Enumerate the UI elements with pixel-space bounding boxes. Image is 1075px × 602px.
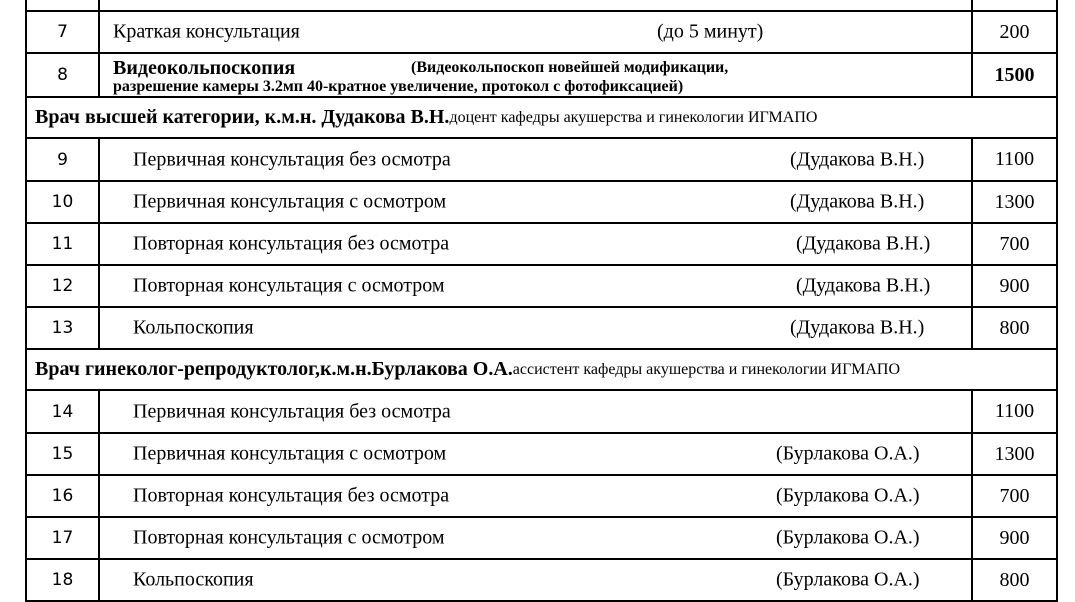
service-name: Повторная консультация с осмотром bbox=[133, 526, 445, 549]
table-row bbox=[25, 518, 1058, 560]
table-row bbox=[25, 266, 1058, 308]
row-price: 800 bbox=[999, 568, 1030, 591]
row-price: 900 bbox=[999, 526, 1030, 549]
service-note: (Видеокольпоскоп новейшей модификации, bbox=[411, 59, 729, 76]
service-name: Повторная консультация без осмотра bbox=[133, 232, 450, 255]
row-description bbox=[100, 434, 973, 474]
row-description bbox=[100, 518, 973, 558]
doctor-name: (Дудакова В.Н.) bbox=[796, 232, 931, 255]
service-name: Первичная консультация без осмотра bbox=[133, 400, 451, 422]
table-row bbox=[25, 308, 1058, 350]
row-description bbox=[100, 391, 973, 432]
service-name: Кольпоскопия bbox=[133, 316, 254, 339]
service-name: Видеокольпоскопия bbox=[113, 57, 296, 79]
service-name: Повторная консультация с осмотром bbox=[133, 274, 445, 297]
row-number: 15 bbox=[27, 434, 100, 474]
table-row bbox=[25, 182, 1058, 224]
row-price: 1500 bbox=[994, 63, 1035, 86]
row-description bbox=[100, 12, 973, 52]
row-number: 9 bbox=[27, 139, 100, 180]
row-description bbox=[100, 0, 973, 10]
row-number: 14 bbox=[27, 391, 100, 432]
table-row bbox=[25, 434, 1058, 476]
row-number: 7 bbox=[27, 12, 100, 52]
row-number: 10 bbox=[27, 182, 100, 222]
row-number: 18 bbox=[27, 560, 100, 600]
row-price bbox=[973, 0, 1056, 10]
service-name: Повторная консультация без осмотра bbox=[133, 484, 450, 507]
row-price: 200 bbox=[999, 20, 1030, 43]
doctor-name: (Дудакова В.Н.) bbox=[790, 190, 925, 213]
table-row bbox=[25, 12, 1058, 54]
row-price: 800 bbox=[999, 316, 1030, 339]
row-number: 11 bbox=[27, 224, 100, 264]
row-description bbox=[100, 308, 973, 348]
row-number: 8 bbox=[27, 54, 100, 96]
row-description bbox=[100, 266, 973, 306]
row-number: 16 bbox=[27, 476, 100, 516]
section-subtitle: доцент кафедры акушерства и гинекологии ИГМАПО bbox=[449, 108, 818, 126]
service-note: разрешение камеры 3.2мп 40-кратное увеличение, протокол с фотофиксацией) bbox=[113, 78, 684, 95]
table-row bbox=[25, 560, 1058, 602]
doctor-name: (Дудакова В.Н.) bbox=[790, 148, 925, 170]
row-description bbox=[100, 182, 973, 222]
doctor-name: (Бурлакова О.А.) bbox=[776, 526, 920, 549]
service-duration: (до 5 минут) bbox=[657, 20, 764, 43]
row-price: 1300 bbox=[994, 442, 1035, 465]
row-number: 17 bbox=[27, 518, 100, 558]
row-description bbox=[100, 224, 973, 264]
section-header bbox=[25, 350, 1058, 391]
price-table bbox=[25, 0, 1058, 602]
service-name: Кольпоскопия bbox=[133, 568, 254, 591]
row-price: 1100 bbox=[994, 148, 1035, 170]
table-row bbox=[25, 54, 1058, 98]
table-row bbox=[25, 391, 1058, 434]
table-row bbox=[25, 476, 1058, 518]
service-name: Первичная консультация без осмотра bbox=[133, 148, 451, 170]
row-number bbox=[27, 0, 100, 10]
row-number: 13 bbox=[27, 308, 100, 348]
row-description bbox=[100, 476, 973, 516]
table-row bbox=[25, 224, 1058, 266]
table-row bbox=[25, 139, 1058, 182]
row-price: 700 bbox=[999, 232, 1030, 255]
row-price: 700 bbox=[999, 484, 1030, 507]
row-price: 1300 bbox=[994, 190, 1035, 213]
row-price: 900 bbox=[999, 274, 1030, 297]
row-number: 12 bbox=[27, 266, 100, 306]
row-description bbox=[100, 560, 973, 600]
table-row bbox=[25, 0, 1058, 12]
section-subtitle: ассистент кафедры акушерства и гинекологии ИГМАПО bbox=[512, 360, 901, 378]
doctor-name: (Бурлакова О.А.) bbox=[776, 568, 920, 591]
row-description bbox=[100, 54, 973, 96]
row-price: 1100 bbox=[994, 400, 1035, 422]
service-name: Первичная консультация с осмотром bbox=[133, 190, 447, 213]
row-description bbox=[100, 139, 973, 180]
doctor-name: (Дудакова В.Н.) bbox=[796, 274, 931, 297]
section-title: Врач высшей категории, к.м.н. Дудакова В.Н. bbox=[35, 106, 450, 128]
service-name: Краткая консультация bbox=[113, 20, 300, 43]
service-name: Первичная консультация с осмотром bbox=[133, 442, 447, 465]
doctor-name: (Бурлакова О.А.) bbox=[776, 484, 920, 507]
section-header bbox=[25, 98, 1058, 139]
doctor-name: (Бурлакова О.А.) bbox=[776, 442, 920, 465]
section-title: Врач гинеколог-репродуктолог,к.м.н.Бурлакова О.А. bbox=[35, 358, 513, 380]
doctor-name: (Дудакова В.Н.) bbox=[790, 316, 925, 339]
